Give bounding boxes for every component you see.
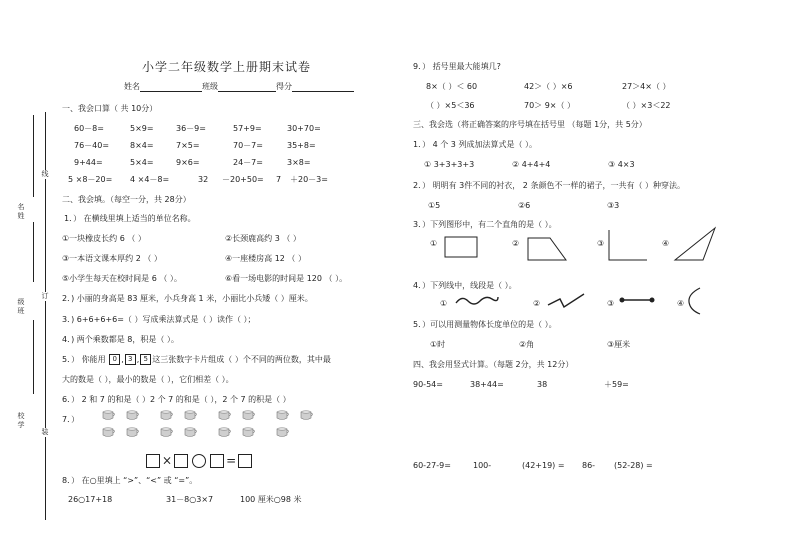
answer-circle[interactable] bbox=[192, 454, 206, 468]
compare-item-1: 26○17+18 bbox=[68, 495, 113, 504]
vertical-calc-6a: 86- bbox=[582, 461, 596, 470]
class-field-char-2: 班 bbox=[17, 307, 25, 315]
fill-q5-line-1: 5．） 你能用 0 , 3 , 5 这三张数字卡片组成（ ）个不同的两位数，其中最 bbox=[62, 355, 331, 364]
line-segment-icon[interactable] bbox=[619, 295, 655, 305]
trapezoid-shape-icon[interactable] bbox=[526, 236, 568, 262]
answer-box[interactable] bbox=[174, 454, 188, 468]
q9-r1-c2: 42＞（ ）×6 bbox=[524, 82, 573, 91]
equals-sign: = bbox=[226, 453, 237, 468]
choice-q5-opt-2[interactable]: ②角 bbox=[519, 340, 535, 349]
oral-r4-c6: ＋20－3= bbox=[290, 175, 328, 184]
choice-q3: 3．）下列图形中，有二个直角的是（ ）。 bbox=[413, 220, 557, 229]
line-mark-3: ③ bbox=[607, 299, 615, 308]
shape-mark-3: ③ bbox=[597, 239, 605, 248]
line-mark-4: ④ bbox=[677, 299, 685, 308]
oral-r1-c1: 60－8= bbox=[74, 124, 104, 133]
oral-r1-c3: 36－9= bbox=[176, 124, 206, 133]
fill-q1-item-4: ④一座楼房高 12 （ ） bbox=[225, 254, 306, 263]
answer-box[interactable] bbox=[146, 454, 160, 468]
fill-q1: 1．） 在横线里填上适当的单位名称。 bbox=[64, 214, 196, 223]
choice-q1-opt-2[interactable]: ② 4+4+4 bbox=[512, 160, 551, 169]
teacup-icon bbox=[218, 427, 232, 438]
vertical-calc-3a: 38 bbox=[537, 380, 548, 389]
oral-r1-c4: 57+9= bbox=[233, 124, 262, 133]
section-4-heading: 四、我会用竖式计算。（每题 2分，共 12分） bbox=[413, 360, 574, 369]
teacup-icon bbox=[300, 410, 314, 421]
vertical-calc-5a: 100- bbox=[473, 461, 492, 470]
digit-card-3: 3 bbox=[125, 354, 136, 365]
oral-r4-c4: －20+50= bbox=[222, 175, 264, 184]
name-field-char-2: 姓 bbox=[17, 212, 25, 220]
q9-r1-c3: 27＞4×（ ） bbox=[622, 82, 671, 91]
fill-q1-item-1: ①一块橡皮长约 6 （ ） bbox=[62, 234, 146, 243]
shape-mark-1: ① bbox=[430, 239, 438, 248]
fill-q1-item-2: ②长颈鹿高约 3 （ ） bbox=[225, 234, 301, 243]
oral-r1-c5: 30+70= bbox=[287, 124, 321, 133]
name-label: 姓名 bbox=[124, 82, 140, 91]
line-mark-2: ② bbox=[533, 299, 541, 308]
teacup-icon bbox=[276, 410, 290, 421]
fill-q4: 4．) 两个乘数都是 8，积是（ ）。 bbox=[62, 335, 179, 344]
rectangle-shape-icon[interactable] bbox=[444, 236, 478, 258]
choice-q1: 1．） 4 个 3 列成加法算式是（ ）。 bbox=[413, 140, 537, 149]
oral-r4-c2: 4 ×4－8= bbox=[130, 175, 170, 184]
student-info-line bbox=[124, 82, 354, 92]
teacup-icon bbox=[184, 427, 198, 438]
oral-r3-c5: 3×8= bbox=[287, 158, 311, 167]
fill-q5-prefix: 5．） 你能用 bbox=[62, 355, 106, 364]
name-field-char-1: 名 bbox=[17, 203, 25, 211]
oral-r4-c1: 5 ×8－20= bbox=[68, 175, 113, 184]
vertical-calc-5b: (42+19) = bbox=[522, 461, 565, 470]
teacup-icon bbox=[276, 427, 290, 438]
box-equation bbox=[144, 450, 254, 469]
vertical-calc-2: 38+44= bbox=[470, 380, 504, 389]
teacup-icon bbox=[160, 427, 174, 438]
choice-q2-opt-3[interactable]: ③3 bbox=[607, 201, 620, 210]
fill-q5-line-2: 大的数是（ ），最小的数是（ ），它们相差（ ）。 bbox=[62, 375, 234, 384]
class-field-char-1: 级 bbox=[17, 298, 25, 306]
choice-q5: 5．）可以用测量物体长度单位的是（ ）。 bbox=[413, 320, 557, 329]
fill-q1-item-3: ③一本语文课本厚约 2 （ ） bbox=[62, 254, 162, 263]
binding-zhuang-char: 装 bbox=[41, 428, 49, 436]
compare-item-3: 100 厘米○98 米 bbox=[240, 495, 302, 504]
binding-rule-3 bbox=[33, 320, 34, 394]
triangle-shape-icon[interactable] bbox=[673, 226, 719, 262]
fill-q3: 3．) 6+6+6+6=（ ）写成乘法算式是（ ）读作（ ）； bbox=[62, 315, 256, 324]
binding-rule-1 bbox=[33, 115, 34, 197]
digit-card-5: 5 bbox=[140, 354, 151, 365]
fill-q1-item-6: ⑥看一场电影的时间是 120 （ ）。 bbox=[225, 274, 348, 283]
teacup-icon bbox=[126, 410, 140, 421]
times-sign: × bbox=[162, 453, 173, 468]
choice-q2-opt-1[interactable]: ①5 bbox=[428, 201, 441, 210]
compare-item-2: 31－8○3×7 bbox=[166, 495, 214, 504]
answer-box[interactable] bbox=[238, 454, 252, 468]
teacup-icon bbox=[218, 410, 232, 421]
q9-r1-c1: 8×（ ）＜ 60 bbox=[426, 82, 478, 91]
oral-r2-c3: 7×5= bbox=[176, 141, 200, 150]
vertical-calc-1: 90-54= bbox=[413, 380, 443, 389]
class-label: 班级 bbox=[202, 82, 218, 91]
oral-r3-c3: 9×6= bbox=[176, 158, 200, 167]
shape-mark-2: ② bbox=[512, 239, 520, 248]
q9-r2-c2: 70＞ 9×（ ） bbox=[524, 101, 576, 110]
teacup-icon bbox=[242, 427, 256, 438]
binding-rule-2 bbox=[33, 222, 34, 282]
fill-q9: 9．） 括号里最大能填几? bbox=[413, 62, 501, 71]
section-3-heading: 三、我会选（将正确答案的序号填在括号里 （每题 1分，共 5分） bbox=[413, 120, 647, 129]
digit-card-0: 0 bbox=[109, 354, 120, 365]
q9-r2-c3: （ ）×3＜22 bbox=[622, 101, 671, 110]
arc-curve-icon[interactable] bbox=[686, 286, 702, 316]
page-title: 小学二年级数学上册期末试卷 bbox=[142, 60, 312, 74]
line-mark-1: ① bbox=[440, 299, 448, 308]
choice-q2-opt-2[interactable]: ②6 bbox=[518, 201, 531, 210]
binding-ding-char: 订 bbox=[41, 292, 49, 300]
answer-box[interactable] bbox=[210, 454, 224, 468]
choice-q5-opt-1[interactable]: ①时 bbox=[430, 340, 446, 349]
name-blank[interactable] bbox=[140, 82, 202, 92]
right-angle-shape-icon[interactable] bbox=[607, 228, 649, 262]
choice-q2: 2．） 明明有 3件不同的衬衣， 2 条颜色不一样的裙子，一共有（ ）种穿法。 bbox=[413, 181, 685, 190]
section-2-heading: 二、我会填。（每空一分，共 28分） bbox=[62, 195, 191, 204]
oral-r1-c2: 5×9= bbox=[130, 124, 154, 133]
q9-r2-c1: （ ）×5＜36 bbox=[426, 101, 475, 110]
choice-q1-opt-1[interactable]: ① 3+3+3+3 bbox=[424, 160, 475, 169]
score-blank[interactable] bbox=[292, 82, 354, 92]
fill-q7: 7．） bbox=[62, 415, 80, 424]
choice-q1-opt-3[interactable]: ③ 4×3 bbox=[608, 160, 635, 169]
choice-q4: 4．）下列线中，线段是（ ）。 bbox=[413, 281, 517, 290]
fill-q5-rest: 这三张数字卡片组成（ ）个不同的两位数，其中最 bbox=[152, 355, 331, 364]
teacup-icon bbox=[102, 427, 116, 438]
oral-r3-c1: 9+44= bbox=[74, 158, 103, 167]
school-field-char-2: 学 bbox=[17, 421, 25, 429]
teacup-icon bbox=[184, 410, 198, 421]
section-1-heading: 一、我会口算（ 共 10分） bbox=[62, 104, 158, 113]
school-field-char-1: 校 bbox=[17, 412, 25, 420]
fill-q1-item-5: ⑤小学生每天在校时间是 6 （ ）。 bbox=[62, 274, 182, 283]
choice-q5-opt-3[interactable]: ③厘米 bbox=[607, 340, 631, 349]
fill-q2: 2．) 小丽的身高是 83 厘米，小兵身高 1 米，小丽比小兵矮（ ）厘米。 bbox=[62, 294, 313, 303]
fill-q6: 6．） 2 和 7 的和是（ ）2 个 7 的和是（ ），2 个 7 的积是（ ） bbox=[62, 395, 291, 404]
oral-r2-c5: 35+8= bbox=[287, 141, 316, 150]
teacup-icon bbox=[242, 410, 256, 421]
oral-r2-c1: 76－40= bbox=[74, 141, 110, 150]
vertical-calc-6b: (52-28) = bbox=[614, 461, 653, 470]
zigzag-line-icon[interactable] bbox=[546, 291, 586, 311]
shape-mark-4: ④ bbox=[662, 239, 670, 248]
teacup-icon bbox=[126, 427, 140, 438]
oral-r4-c3: 32 bbox=[198, 175, 209, 184]
oral-r3-c2: 5×4= bbox=[130, 158, 154, 167]
class-blank[interactable] bbox=[218, 82, 276, 92]
vertical-calc-3b: ＋59= bbox=[604, 380, 629, 389]
score-label: 得分 bbox=[276, 82, 292, 91]
teacup-icon bbox=[102, 410, 116, 421]
binding-line-char: 线 bbox=[41, 170, 49, 178]
oral-r3-c4: 24－7= bbox=[233, 158, 263, 167]
fill-q8: 8．） 在○里填上 “>”、“<” 或 “=”。 bbox=[62, 476, 198, 485]
oral-r4-c5: 7 bbox=[276, 175, 282, 184]
vertical-calc-4: 60-27-9= bbox=[413, 461, 451, 470]
wavy-line-icon[interactable] bbox=[454, 293, 500, 309]
oral-r2-c4: 70－7= bbox=[233, 141, 263, 150]
teacup-icon bbox=[160, 410, 174, 421]
oral-r2-c2: 8×4= bbox=[130, 141, 154, 150]
